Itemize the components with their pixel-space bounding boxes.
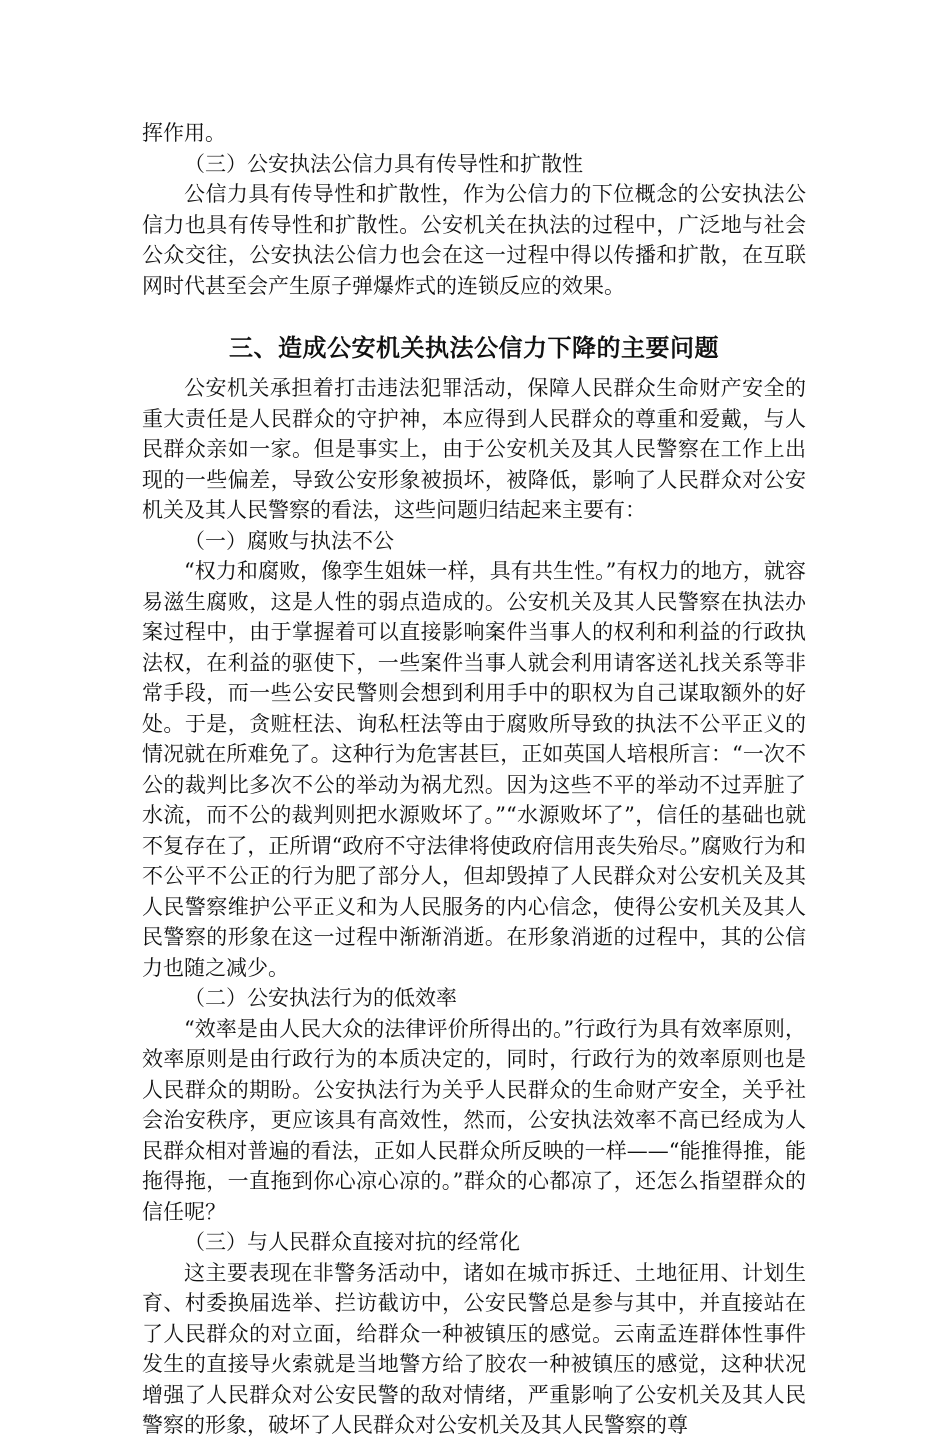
subsection-title: （三）公安执法公信力具有传导性和扩散性 [184,151,583,176]
paragraph-continuation: 挥作用。 [142,121,226,145]
paragraph: “权力和腐败，像孪生姐妹一样，具有共生性。”有权力的地方，就容易滋生腐败，这是人性的弱点造成的。公安机关及其人民警察在执法办案过程中，由于掌握着可以直接影响案件当事人的权利和利益的行政执法权，在利益的驱使下，一些案件当事人就会利用请客送礼找关系等非常手段，而一些公安民警则会想到利用手中的职权为自己谋取额外的好处。于是，贪赃枉法、询私枉法等由于腐败所导致的执法不公平正义的情况就在所难免了。这种行为危害甚巨，正如英国人培根所言：“一次不公的裁判比多次不公的举动为祸尤烈。因为这些不平的举动不过弄脏了水流，而不公的裁判则把水源败坏了。”“水源败坏了”，信任的基础也就不复存在了，正所谓“政府不守法律将使政府信用丧失殆尽。”腐败行为和不公平不公正的行为肥了部分人，但却毁掉了人民群众对公安机关及其人民警察维护公平正义和为人民服务的内心信念，使得公安机关及其人民警察的形象在这一过程中渐渐消逝。在形象消逝的过程中，其的公信力也随之减少。 [142,559,806,980]
paragraph: “效率是由人民大众的法律评价所得出的。”行政行为具有效率原则，效率原则是由行政行为的本质决定的，同时，行政行为的效率原则也是人民群众的期盼。公安执法行为关乎人民群众的生命财产安全，关乎社会治安秩序，更应该具有高效性，然而，公安执法效率不高已经成为人民群众相对普遍的看法，正如人民群众所反映的一样——“能推得推，能拖得拖，一直拖到你心凉心凉的。”群众的心都凉了，还怎么指望群众的信任呢？ [142,1016,806,1224]
document-page [142,118,806,1441]
subsection-title: （一）腐败与执法不公 [184,528,394,553]
subsection-title: （三）与人民群众直接对抗的经常化 [184,1230,520,1254]
paragraph: 这主要表现在非警务活动中，诸如在城市拆迁、土地征用、计划生育、村委换届选举、拦访截访中，公安民警总是参与其中，并直接站在了人民群众的对立面，给群众一种被镇压的感觉。云南孟连群体性事件发生的直接导火索就是当地警方给了胶农一种被镇压的感觉，这种状况增强了人民群众对公安民警的敌对情绪，严重影响了公安机关及其人民警察的形象，破坏了人民群众对公安机关及其人民警察的尊 [142,1260,806,1437]
paragraph: 公信力具有传导性和扩散性，作为公信力的下位概念的公安执法公信力也具有传导性和扩散性。公安机关在执法的过程中，广泛地与社会公众交往，公安执法公信力也会在这一过程中得以传播和扩散，在互联网时代甚至会产生原子弹爆炸式的连锁反应的效果。 [142,182,806,298]
section-heading: 三、造成公安机关执法公信力下降的主要问题 [229,333,719,362]
paragraph: 公安机关承担着打击违法犯罪活动，保障人民群众生命财产安全的重大责任是人民群众的守护神，本应得到人民群众的尊重和爱戴，与人民群众亲如一家。但是事实上，由于公安机关及其人民警察在工作上出现的一些偏差，导致公安形象被损坏，被降低，影响了人民群众对公安机关及其人民警察的看法，这些问题归结起来主要有： [142,376,806,522]
subsection-title: （二）公安执法行为的低效率 [184,986,457,1010]
